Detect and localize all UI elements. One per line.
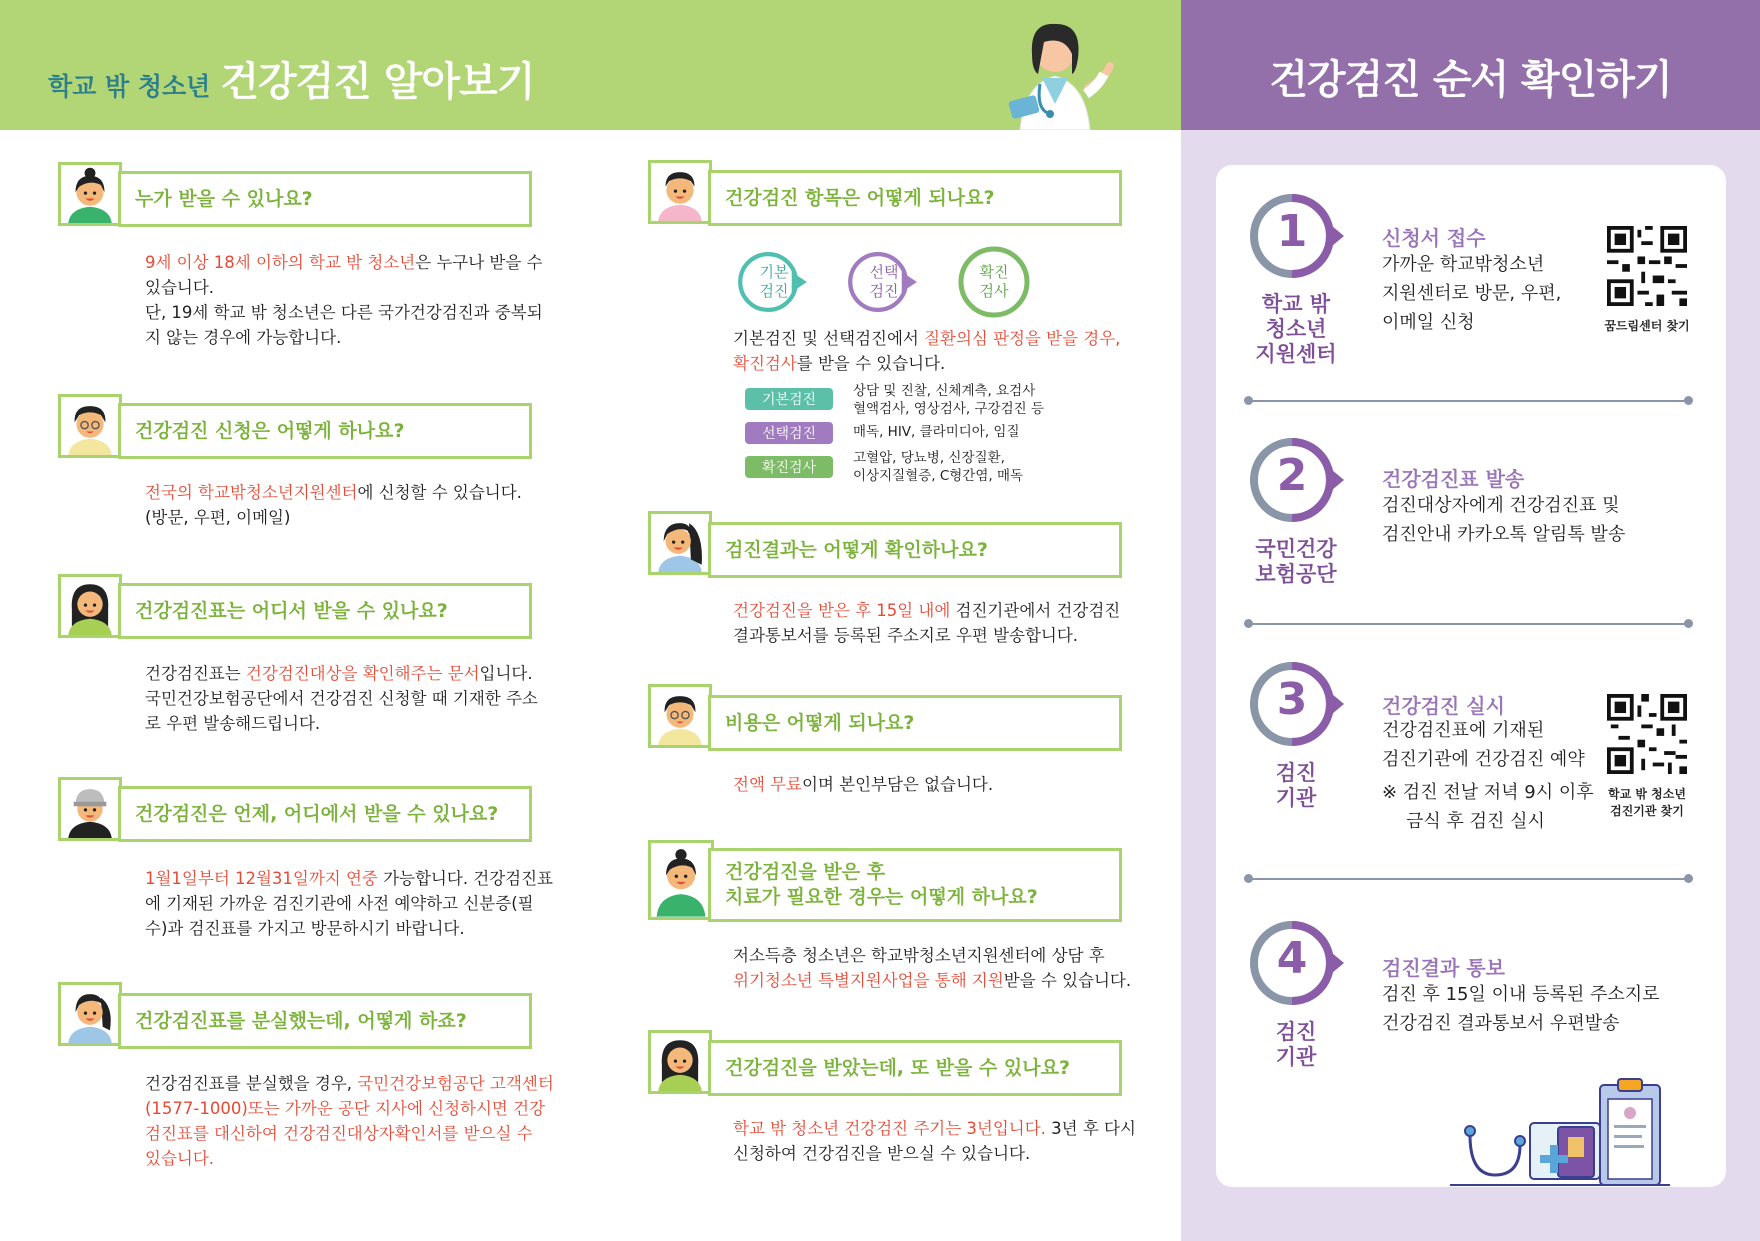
answer-text: 결과통보서를 등록된 주소지로 우편 발송합니다. — [733, 626, 1079, 645]
answer-text: 에 신청할 수 있습니다. — [357, 483, 522, 502]
question-text: 건강검진 신청은 어떻게 하나요? — [135, 419, 405, 442]
answer-highlight: 학교 밖 청소년 건강검진 주기는 3년입니다. — [733, 1119, 1046, 1138]
answer-highlight: 검진표를 대신하여 건강검진대상자확인서를 받으실 수 — [145, 1124, 533, 1143]
answer-text: 에 기재된 가까운 검진기관에 사전 예약하고 신분증(필 — [145, 894, 534, 913]
item-desc: 상담 및 진찰, 신체계측, 요검사 — [853, 383, 1036, 399]
answer-text: 입니다. — [479, 664, 533, 683]
answer-cost — [733, 772, 993, 797]
answer-highlight: 위기청소년 특별지원사업을 통해 지원 — [733, 971, 1004, 990]
divider-dot — [1244, 396, 1253, 405]
step-3-desc — [1382, 716, 1594, 836]
avatar-girl-bun — [58, 162, 122, 226]
pill-confirm: 확진검사 — [745, 456, 833, 478]
step-desc-line: 검진대상자에게 건강검진표 및 — [1382, 495, 1620, 516]
item-desc: 고혈압, 당뇨병, 신장질환, — [853, 450, 1005, 466]
answer-text: 를 받을 수 있습니다. — [796, 354, 946, 373]
question-lost-card — [118, 993, 532, 1049]
question-how-apply — [118, 403, 532, 459]
answer-results — [733, 598, 1120, 648]
question-who-can — [118, 171, 532, 227]
step-4-desc — [1382, 980, 1660, 1038]
question-text: 검진결과는 어떻게 확인하나요? — [725, 538, 988, 561]
left-title-sub: 학교 밖 청소년 — [48, 72, 211, 101]
answer-who-can — [145, 250, 543, 350]
step-2-title: 건강검진표 발송 — [1382, 467, 1525, 491]
left-title-main: 건강검진 알아보기 — [220, 59, 535, 105]
answer-text: 검진기관에서 건강검진 — [950, 601, 1121, 620]
answer-highlight: 국민건강보험공단 고객센터 — [357, 1074, 554, 1093]
step-note: 금식 후 검진 실시 — [1406, 811, 1545, 832]
avatar-girl-long-hair — [58, 574, 122, 638]
question-text: 건강검진은 언제, 어디에서 받을 수 있나요? — [135, 802, 499, 825]
step-4-who: 검진 기관 — [1275, 1020, 1317, 1069]
step-2-number: 2 — [1276, 450, 1308, 501]
avatar-girl-long-hair-2 — [648, 1030, 712, 1094]
answer-highlight: 있습니다. — [145, 1149, 215, 1168]
step-desc-line: 검진 후 15일 이내 등록된 주소지로 — [1382, 984, 1660, 1005]
question-again — [708, 1040, 1122, 1096]
answer-text: 지 않는 경우에 가능합니다. — [145, 328, 342, 347]
circle-select-label: 선택 검진 — [869, 263, 899, 300]
answer-highlight: 전국의 학교밖청소년지원센터 — [145, 483, 358, 502]
step-1-number: 1 — [1276, 206, 1308, 257]
item-desc: 혈액검사, 영상검사, 구강검진 등 — [853, 401, 1044, 417]
question-cost — [708, 695, 1122, 751]
answer-text: 이며 본인부담은 없습니다. — [802, 775, 994, 794]
answer-highlight: 건강검진을 받은 후 15일 내에 — [733, 601, 951, 620]
question-text: 건강검진을 받았는데, 또 받을 수 있나요? — [725, 1056, 1070, 1079]
answer-text: 단, 19세 학교 밖 청소년은 다른 국가건강검진과 중복되 — [145, 303, 543, 322]
avatar-boy-cap — [58, 777, 122, 841]
answer-text: 있습니다. — [145, 278, 215, 297]
qr-caption-3: 학교 밖 청소년 검진기관 찾기 — [1608, 787, 1686, 818]
question-text: 건강검진표는 어디서 받을 수 있나요? — [135, 599, 448, 622]
step-2-desc — [1382, 491, 1625, 549]
answer-text: 신청하여 건강검진을 받으실 수 있습니다. — [733, 1144, 1031, 1163]
answer-highlight: 1월1일부터 12월31일까지 연중 — [145, 869, 378, 888]
step-desc-line: 지원센터로 방문, 우편, — [1382, 283, 1562, 304]
step-note: ※ 검진 전날 저녁 9시 이후 — [1382, 782, 1594, 803]
question-items — [708, 170, 1122, 226]
left-title — [48, 50, 534, 107]
pill-select-desc — [853, 423, 1019, 441]
pill-select: 선택검진 — [745, 422, 833, 444]
item-desc: 이상지질혈증, C형간염, 매독 — [853, 468, 1024, 484]
right-title: 건강검진 순서 확인하기 — [1269, 57, 1672, 103]
answer-again — [733, 1116, 1136, 1166]
step-desc-line: 검진안내 카카오톡 알림톡 발송 — [1382, 524, 1626, 545]
step-3-title: 건강검진 실시 — [1382, 694, 1505, 718]
question-text: 건강검진 항목은 어떻게 되나요? — [725, 186, 995, 209]
answer-text: 가능합니다. 건강검진표 — [377, 869, 553, 888]
answer-text: 로 우편 발송해드립니다. — [145, 714, 321, 733]
question-text: 치료가 필요한 경우는 어떻게 하나요? — [725, 886, 1038, 908]
avatar-boy-pink — [648, 160, 712, 224]
answer-text: 기본검진 및 선택검진에서 — [733, 329, 925, 348]
question-text: 건강검진을 받은 후 — [725, 861, 886, 884]
step-4-title: 검진결과 통보 — [1382, 956, 1505, 980]
answer-where-receive — [145, 661, 538, 736]
question-when-where — [118, 786, 532, 842]
circle-basic-label: 기본 검진 — [759, 263, 789, 300]
step-1-who: 학교 밖 청소년 지원센터 — [1255, 292, 1337, 366]
question-where-receive — [118, 583, 532, 639]
answer-text: (방문, 우편, 이메일) — [145, 508, 291, 527]
answer-text: 3년 후 다시 — [1045, 1119, 1136, 1138]
question-text: 건강검진표를 분실했는데, 어떻게 하죠? — [135, 1009, 467, 1032]
divider-dot — [1244, 874, 1253, 883]
answer-how-apply — [145, 480, 522, 530]
qr-caption-1: 꿈드림센터 찾기 — [1604, 319, 1690, 333]
question-results — [708, 522, 1122, 578]
step-desc-line: 건강검진표에 기재된 — [1382, 720, 1545, 741]
step-desc-line: 건강검진 결과통보서 우편발송 — [1382, 1013, 1620, 1034]
answer-items — [733, 326, 1120, 376]
qr-code-clinic[interactable] — [1607, 694, 1687, 774]
avatar-boy-glasses — [58, 394, 122, 458]
step-1-desc — [1382, 250, 1561, 337]
step-4-number: 4 — [1276, 933, 1308, 984]
circle-confirm-label: 확진 검사 — [979, 263, 1009, 300]
question-treatment — [708, 848, 1122, 922]
question-text: 비용은 어떻게 되나요? — [725, 711, 915, 734]
step-3-who: 검진 기관 — [1275, 761, 1317, 810]
divider-dot — [1684, 619, 1693, 628]
answer-text: 받을 수 있습니다. — [1003, 971, 1132, 990]
answer-treatment — [733, 943, 1131, 993]
answer-highlight: 건강검진대상을 확인해주는 문서 — [245, 664, 480, 683]
step-divider — [1248, 878, 1688, 880]
pill-confirm-desc — [853, 449, 1023, 485]
avatar-girl-bun-2 — [648, 840, 714, 920]
avatar-boy-glasses-2 — [648, 684, 712, 748]
step-divider — [1248, 623, 1688, 625]
answer-highlight: (1577-1000)또는 가까운 공단 지사에 신청하시면 건강 — [145, 1099, 545, 1118]
avatar-girl-ponytail — [58, 982, 122, 1046]
step-divider — [1248, 400, 1688, 402]
answer-text: 은 누구나 받을 수 — [415, 253, 543, 272]
item-desc: 매독, HIV, 클라미디아, 임질 — [853, 424, 1020, 440]
divider-dot — [1684, 396, 1693, 405]
medical-clipboard-illustration — [1450, 1075, 1670, 1190]
answer-lost-card — [145, 1071, 554, 1171]
step-desc-line: 이메일 신청 — [1382, 312, 1475, 333]
answer-text: 건강검진표는 — [145, 664, 246, 683]
pill-basic-desc — [853, 382, 1044, 418]
divider-dot — [1684, 874, 1693, 883]
answer-when-where — [145, 866, 553, 941]
avatar-girl-side-hair — [648, 511, 712, 575]
answer-text: 국민건강보험공단에서 건강검진 신청할 때 기재한 주소 — [145, 689, 538, 708]
answer-highlight: 질환의심 판정을 받을 경우, — [924, 329, 1121, 348]
step-desc-line: 검진기관에 건강검진 예약 — [1382, 749, 1585, 770]
answer-text: 건강검진표를 분실했을 경우, — [145, 1074, 358, 1093]
answer-highlight: 전액 무료 — [733, 775, 803, 794]
step-2-who: 국민건강 보험공단 — [1255, 537, 1337, 586]
divider-dot — [1244, 619, 1253, 628]
qr-code-dreamcenter[interactable] — [1607, 226, 1687, 306]
pill-basic: 기본검진 — [745, 388, 833, 410]
step-1-title: 신청서 접수 — [1382, 226, 1486, 250]
step-3-number: 3 — [1276, 674, 1308, 725]
doctor-illustration — [980, 14, 1130, 130]
answer-highlight: 확진검사 — [733, 354, 797, 373]
question-text: 누가 받을 수 있나요? — [135, 187, 313, 210]
answer-text: 수)과 검진표를 가지고 방문하시기 바랍니다. — [145, 919, 465, 938]
step-desc-line: 가까운 학교밖청소년 — [1382, 254, 1545, 275]
answer-text: 저소득층 청소년은 학교밖청소년지원센터에 상담 후 — [733, 946, 1105, 965]
answer-highlight: 9세 이상 18세 이하의 학교 밖 청소년 — [145, 253, 416, 272]
